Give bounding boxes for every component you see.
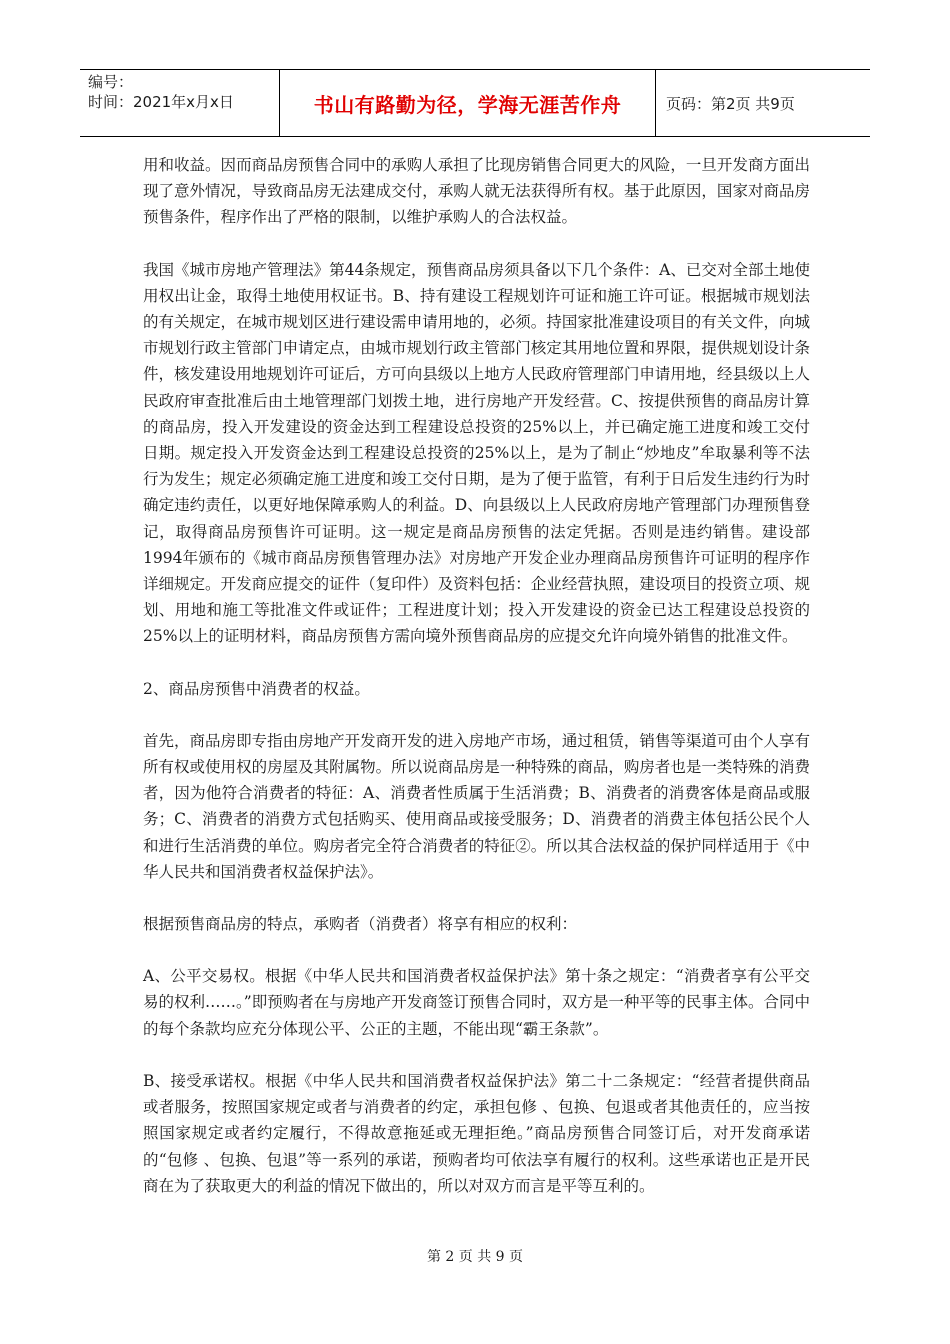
paragraph: 根据预售商品房的特点，承购者（消费者）将享有相应的权利： — [143, 915, 578, 934]
paragraph: A、公平交易权。根据《中华人民共和国消费者权益保护法》第十条之规定：“消费者享有公平交易的权利……。”即预购者在与房地产开发商签订预售合同时，双方是一种平等的民事主体。合同中的每个条款均应充分体现公平、公正的主题，不能出现“霸王条款”。 — [143, 967, 810, 1038]
header-page-info: 页码：第2页 共9页 — [666, 94, 795, 113]
header-motto: 书山有路勤为径，学海无涯苦作舟 — [280, 70, 656, 136]
document-number-label: 编号： — [88, 73, 134, 91]
header-meta — [80, 70, 280, 136]
document-body — [143, 152, 810, 1225]
page-header — [80, 69, 870, 137]
paragraph: B、接受承诺权。根据《中华人民共和国消费者权益保护法》第二十二条规定：“经营者提供商品或者服务，按照国家规定或者与消费者的约定，承担包修 、包换、包退或者其他责任的，应当按照国家规定或者约定履行，不得故意拖延或无理拒绝。”商品房预售合同签订后，对开发商承诺的“包修 、包换、包退”等一系列的承诺，预购者均可依法享有履行的权利。这些承诺也正是开民商在为了获取更大的利益的情况下做出的，所以对双方而言是平等互利的。 — [143, 1071, 810, 1195]
paragraph: 用和收益。因而商品房预售合同中的承购人承担了比现房销售合同更大的风险，一旦开发商方面出现了意外情况，导致商品房无法建成交付，承购人就无法获得所有权。基于此原因，国家对商品房预售条件，程序作出了严格的限制，以维护承购人的合法权益。 — [143, 156, 810, 227]
paragraph: 我国《城市房地产管理法》第44条规定，预售商品房须具备以下几个条件：A、已交对全部土地使用权出让金，取得土地使用权证书。B、持有建设工程规划许可证和施工许可证。根据城市规划法的有关规定，在城市规划区进行建设需申请用地的，必须。持国家批准建设项目的有关文件，向城市规划行政主管部门申请定点，由城市规划行政主管部门核定其用地位置和界限，提供规划设计条件，核发建设用地规划许可证后，方可向县级以上地方人民政府管理部门申请用地，经县级以上人民政府审查批准后由土地管理部门划拨土地，进行房地产开发经营。C、按提供预售的商品房计算的商品房，投入开发建设的资金达到工程建设总投资的25%以上，并已确定施工进度和竣工交付日期。规定投入开发资金达到工程建设总投资的25%以上，是为了制止“炒地皮”牟取暴利等不法行为发生；规定必须确定施工进度和竣工交付日期，是为了便于监管，有利于日后发生违约行为时确定违约责任，以更好地保障承购人的利益。D、向县级以上人民政府房地产管理部门办理预售登记，取得商品房预售许可证明。这一规定是商品房预售的法定凭据。否则是违约销售。建设部1994年颁布的《城市商品房预售管理办法》对房地产开发企业办理商品房预售许可证明的程序作详细规定。开发商应提交的证件（复印件）及资料包括：企业经营执照，建设项目的投资立项、规划、用地和施工等批准文件或证件；工程进度计划；投入开发建设的资金已达工程建设总投资的25%以上的证明材料，商品房预售方需向境外预售商品房的应提交允许向境外销售的批准文件。 — [143, 260, 810, 646]
section-heading: 2、商品房预售中消费者的权益。 — [143, 679, 370, 698]
page-footer: 第 2 页 共 9 页 — [426, 1249, 524, 1265]
paragraph: 首先，商品房即专指由房地产开发商开发的进入房地产市场，通过租赁，销售等渠道可由个人享有所有权或使用权的房屋及其附属物。所以说商品房是一种特殊的商品，购房者也是一类特殊的消费者，因为他符合消费者的特征：A、消费者性质属于生活消费；B、消费者的消费客体是商品或服务；C、消费者的消费方式包括购买、使用商品或接受服务；D、消费者的消费主体包括公民个人和进行生活消费的单位。购房者完全符合消费者的特征②。所以其合法权益的保护同样适用于《中华人民共和国消费者权益保护法》。 — [143, 731, 810, 881]
document-time: 时间：2021年x月x日 — [88, 93, 234, 111]
